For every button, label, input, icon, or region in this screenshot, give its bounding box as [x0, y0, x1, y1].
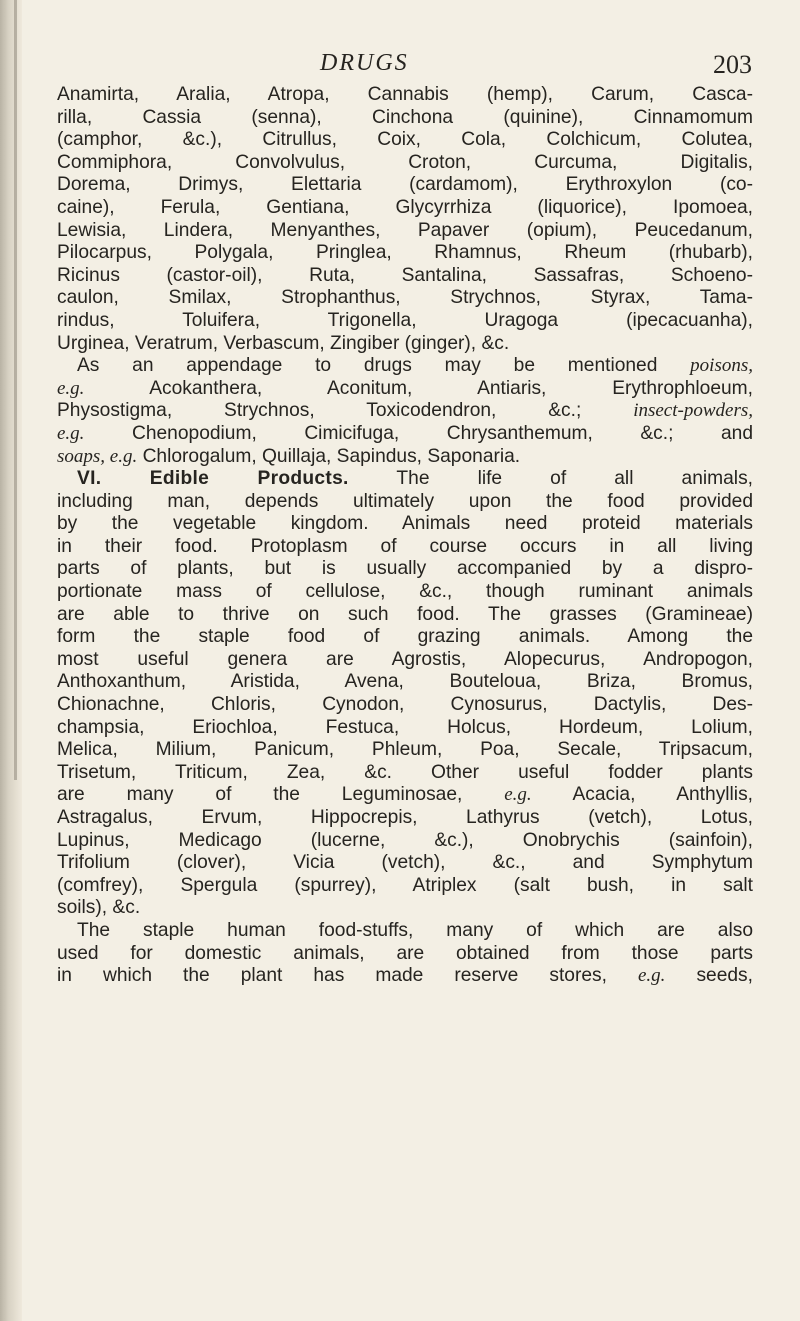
section-heading: VI. Edible Products.: [77, 468, 349, 490]
text-line: [57, 152, 753, 175]
text-run: form the staple food of grazing animals. Among the: [57, 626, 753, 648]
text-run: caulon, Smilax, Strophanthus, Strychnos, Styrax, Tama-: [57, 287, 753, 309]
text-line: [57, 423, 753, 446]
text-line: [57, 739, 753, 762]
text-line: [57, 513, 753, 536]
text-run: seeds,: [665, 965, 753, 987]
text-line: [57, 694, 753, 717]
text-run: Astragalus, Ervum, Hippocrepis, Lathyrus (vetch), Lotus,: [57, 807, 753, 828]
text-line: [57, 762, 753, 785]
text-run: in which the plant has made reserve stores,: [57, 965, 638, 987]
text-line: [57, 875, 753, 898]
text-run: including man, depends ultimately upon the food provided: [57, 490, 753, 512]
binding-crease: [14, 0, 17, 780]
text-run: rindus, Toluifera, Trigonella, Uragoga (ipecacuanha),: [57, 309, 753, 331]
text-line: [57, 649, 753, 672]
text-run: Chenopodium, Cimicifuga, Chrysanthemum, &c.; and: [84, 422, 753, 444]
page-binding-edge: [0, 0, 22, 1321]
italic-term: insect-powders,: [633, 400, 753, 422]
text-run: Ricinus (castor-oil), Ruta, Santalina, Sassafras, Schoeno-: [57, 264, 753, 286]
text-line: [57, 920, 753, 943]
text-line: [57, 378, 753, 401]
text-run: Trifolium (clover), Vicia (vetch), &c., and Symphytum: [57, 852, 753, 874]
text-run: (comfrey), Spergula (spurrey), Atriplex (salt bush, in salt: [57, 874, 753, 896]
text-run: Melica, Milium, Panicum, Phleum, Poa, Secale, Tripsacum,: [57, 739, 753, 761]
text-line: [57, 220, 753, 243]
text-line: [57, 400, 753, 423]
text-line: [57, 333, 753, 356]
text-run: Commiphora, Convolvulus, Croton, Curcuma, Digitalis,: [57, 151, 753, 173]
text-line: [57, 807, 753, 830]
text-run: in their food. Protoplasm of course occurs in all living: [57, 535, 753, 557]
text-run: Chlorogalum, Quillaja, Sapindus, Saponaria.: [137, 445, 521, 467]
text-run: The life of all animals,: [348, 468, 753, 490]
text-line: [57, 446, 753, 469]
text-line: [57, 174, 753, 197]
text-line: [57, 784, 753, 807]
text-run: champsia, Eriochloa, Festuca, Holcus, Hordeum, Lolium,: [57, 716, 753, 738]
text-line: [57, 129, 753, 152]
text-line: [57, 717, 753, 740]
text-run: soils), &c.: [57, 897, 141, 919]
body-text: [57, 84, 753, 988]
text-run: The staple human food-stuffs, many of which are also: [77, 919, 753, 941]
running-head: DRUGS: [320, 50, 409, 76]
text-line: [57, 581, 753, 604]
text-run: Acokanthera, Aconitum, Antiaris, Erythrophloeum,: [84, 377, 753, 399]
text-line: [57, 355, 753, 378]
italic-term: e.g.: [57, 422, 85, 444]
italic-term: e.g.: [57, 377, 85, 399]
text-line: [57, 897, 753, 920]
italic-term: soaps, e.g.: [57, 445, 138, 467]
text-run: Anthoxanthum, Aristida, Avena, Bouteloua, Briza, Bromus,: [57, 671, 753, 693]
text-run: Anamirta, Aralia, Atropa, Cannabis (hemp), Carum, Casca-: [57, 84, 753, 105]
text-run: used for domestic animals, are obtained from those parts: [57, 942, 753, 964]
text-line: [57, 287, 753, 310]
text-line: [57, 943, 753, 966]
text-run: Urginea, Veratrum, Verbascum, Zingiber (ginger), &c.: [57, 332, 510, 354]
text-run: portionate mass of cellulose, &c., though ruminant animals: [57, 581, 753, 603]
text-run: caine), Ferula, Gentiana, Glycyrrhiza (liquorice), Ipomoea,: [57, 196, 753, 218]
text-run: rilla, Cassia (senna), Cinchona (quinine), Cinnamomum: [57, 106, 753, 128]
text-line: [57, 626, 753, 649]
text-line: [57, 671, 753, 694]
text-run: Physostigma, Strychnos, Toxicodendron, &c.;: [57, 400, 634, 422]
text-line: [57, 965, 753, 988]
italic-term: e.g.: [637, 965, 666, 987]
text-run: Pilocarpus, Polygala, Pringlea, Rhamnus, Rheum (rhubarb),: [57, 242, 753, 264]
text-run: most useful genera are Agrostis, Alopecurus, Andropogon,: [57, 648, 753, 670]
text-run: Trisetum, Triticum, Zea, &c. Other useful fodder plants: [57, 761, 753, 783]
text-line: [57, 107, 753, 130]
text-run: Lupinus, Medicago (lucerne, &c.), Onobrychis (sainfoin),: [57, 829, 753, 851]
text-line: [57, 197, 753, 220]
text-line: [57, 558, 753, 581]
text-run: Chionachne, Chloris, Cynodon, Cynosurus, Dactylis, Des-: [57, 694, 753, 716]
text-line: [57, 604, 753, 627]
text-line: [57, 852, 753, 875]
page-number: 203: [713, 50, 752, 79]
text-run: Dorema, Drimys, Elettaria (cardamom), Erythroxylon (co-: [57, 174, 753, 196]
italic-term: e.g.: [504, 784, 532, 806]
text-run: Lewisia, Lindera, Menyanthes, Papaver (opium), Peucedanum,: [57, 219, 753, 241]
text-run: parts of plants, but is usually accompanied by a dispro-: [57, 558, 753, 580]
text-line: [57, 84, 753, 107]
text-line: [57, 491, 753, 514]
text-run: are able to thrive on such food. The grasses (Gramineae): [57, 603, 753, 625]
text-run: by the vegetable kingdom. Animals need proteid materials: [57, 513, 753, 535]
text-run: are many of the Leguminosae,: [57, 784, 505, 806]
text-run: Acacia, Anthyllis,: [531, 784, 753, 806]
text-run: As an appendage to drugs may be mentioned: [77, 355, 691, 377]
text-line: [57, 468, 753, 491]
italic-term: poisons,: [690, 355, 753, 377]
text-line: [57, 265, 753, 288]
page-header: [52, 42, 752, 82]
text-line: [57, 536, 753, 559]
text-line: [57, 242, 753, 265]
text-run: (camphor, &c.), Citrullus, Coix, Cola, Colchicum, Colutea,: [57, 129, 753, 151]
text-line: [57, 830, 753, 853]
text-line: [57, 310, 753, 333]
